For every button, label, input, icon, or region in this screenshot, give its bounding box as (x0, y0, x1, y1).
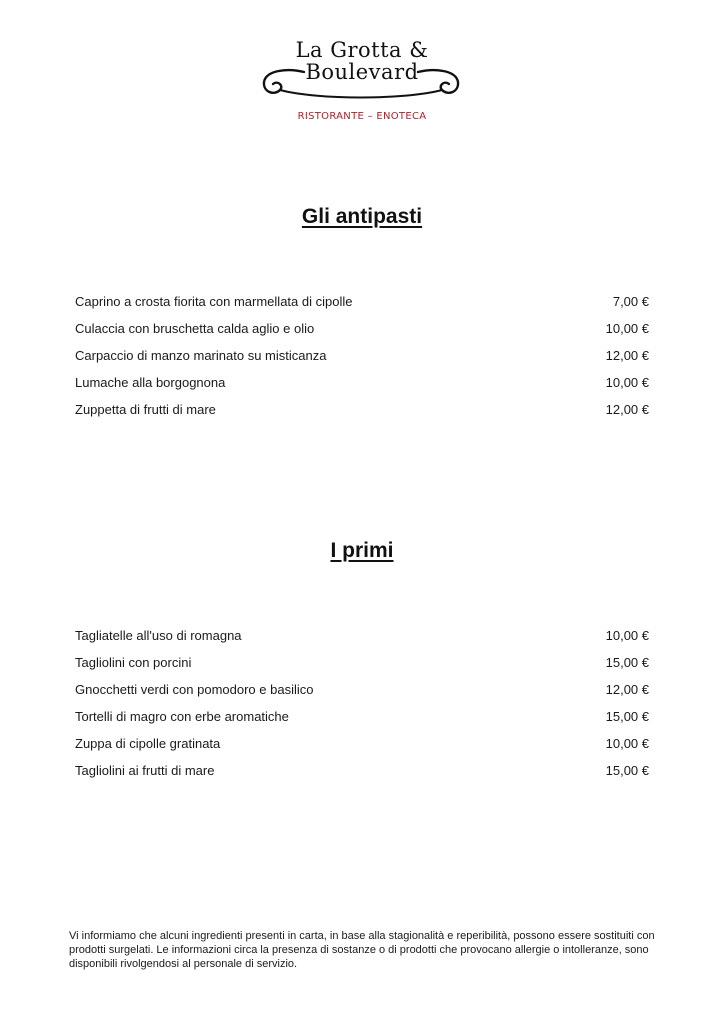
menu-item-price: 12,00 € (605, 402, 649, 417)
menu-list-primi (75, 628, 649, 790)
menu-item (75, 375, 649, 402)
menu-item-name: Gnocchetti verdi con pomodoro e basilico (75, 682, 314, 697)
restaurant-name-line2: Boulevard (305, 60, 419, 84)
menu-item-name: Caprino a crosta fiorita con marmellata di cipolle (75, 294, 353, 309)
menu-item-price: 15,00 € (605, 709, 649, 724)
menu-item-price: 12,00 € (605, 348, 649, 363)
menu-item-price: 10,00 € (605, 321, 649, 336)
section-title-antipasti: Gli antipasti (301, 205, 423, 228)
menu-item (75, 655, 649, 682)
menu-item (75, 321, 649, 348)
section-title-primi: I primi (330, 539, 394, 562)
menu-item-name: Tortelli di magro con erbe aromatiche (75, 709, 289, 724)
menu-item (75, 682, 649, 709)
menu-item-name: Zuppetta di frutti di mare (75, 402, 216, 417)
menu-item (75, 763, 649, 790)
menu-item (75, 348, 649, 375)
menu-item-price: 12,00 € (605, 682, 649, 697)
logo-flourish-icon (258, 66, 464, 106)
menu-item-name: Zuppa di cipolle gratinata (75, 736, 221, 751)
menu-item-name: Tagliatelle all'uso di romagna (75, 628, 242, 643)
menu-item-name: Carpaccio di manzo marinato su misticanza (75, 348, 327, 363)
menu-item-name: Culaccia con bruschetta calda aglio e olio (75, 321, 315, 336)
menu-item (75, 294, 649, 321)
menu-item-price: 10,00 € (605, 736, 649, 751)
menu-item-name: Tagliolini con porcini (75, 655, 192, 670)
menu-item (75, 709, 649, 736)
menu-item (75, 402, 649, 429)
menu-item-price: 10,00 € (605, 628, 649, 643)
allergen-notice: Vi informiamo che alcuni ingredienti presenti in carta, in base alla stagionalità e reperibilità, possono essere sostituiti con prodotti surgelati. Le informazioni circa la presenza di sostanze o di prodotti che provocano allergie o intolleranze, sono disponibili rivolgendosi al personale di servizio. (69, 930, 655, 970)
menu-item-name: Lumache alla borgognona (75, 375, 226, 390)
menu-item-price: 15,00 € (605, 655, 649, 670)
menu-list-antipasti (75, 294, 649, 429)
menu-item (75, 628, 649, 655)
menu-item-price: 15,00 € (605, 763, 649, 778)
restaurant-name-line1: La Grotta & (295, 38, 429, 62)
menu-item-price: 10,00 € (605, 375, 649, 390)
menu-item (75, 736, 649, 763)
menu-item-name: Tagliolini ai frutti di mare (75, 763, 215, 778)
menu-item-price: 7,00 € (612, 294, 649, 309)
restaurant-subtitle: RISTORANTE – ENOTECA (297, 111, 427, 122)
